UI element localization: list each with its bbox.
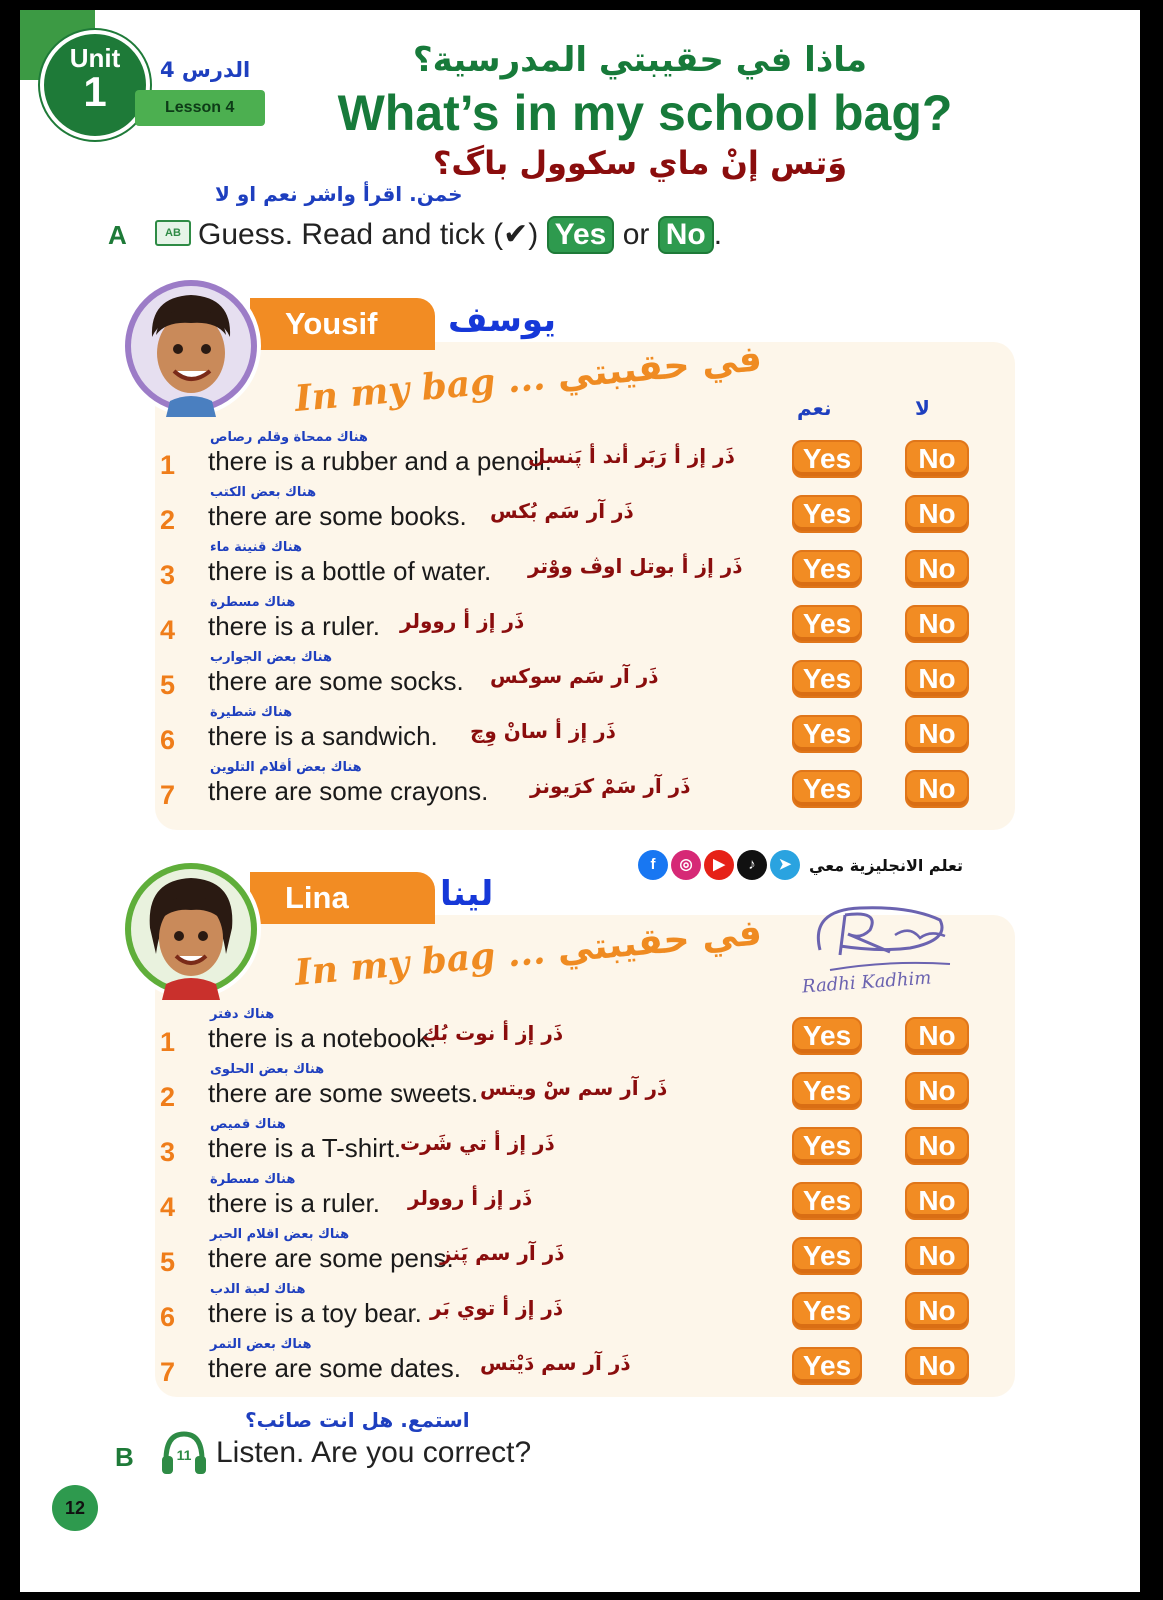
no-button[interactable]: No (905, 1237, 969, 1275)
item-number: 3 (160, 560, 176, 590)
item-pronunciation: ذَر آر سَم سوكس (490, 664, 659, 688)
telegram-icon[interactable]: ➤ (770, 850, 800, 880)
item-pronunciation: ذَر إز أ سانْ وِچ (470, 719, 616, 743)
unit-number: 1 (83, 68, 107, 115)
unit-label: Unit (69, 43, 121, 73)
list-item (160, 1172, 990, 1227)
social-links (638, 850, 963, 880)
item-sentence: there are some sweets. (208, 1078, 479, 1108)
item-sentence: there are some books. (208, 501, 467, 531)
item-sentence: there is a ruler. (208, 611, 380, 641)
item-number: 7 (160, 780, 176, 810)
item-number: 4 (160, 615, 176, 645)
item-sentence: there are some crayons. (208, 776, 489, 806)
list-item (160, 705, 990, 760)
item-sentence: there are some dates. (208, 1353, 461, 1383)
no-button[interactable]: No (905, 715, 969, 753)
item-sentence: there is a T-shirt. (208, 1133, 402, 1163)
item-meaning-ar: هناك بعض الحلوى (210, 1062, 325, 1077)
list-item (160, 1007, 990, 1062)
or-word: or (622, 218, 650, 251)
item-number: 1 (160, 1027, 176, 1057)
list-item (160, 1337, 990, 1392)
yes-button[interactable]: Yes (792, 1237, 862, 1275)
page-title-ar: ماذا في حقيبتي المدرسية؟ (412, 40, 868, 80)
item-pronunciation: ذَر إز أ تي شَرت (400, 1131, 555, 1155)
bag-heading-ar: في حقيبتي (555, 912, 764, 971)
list-item (160, 485, 990, 540)
tiktok-icon[interactable]: ♪ (737, 850, 767, 880)
item-number: 1 (160, 450, 176, 480)
item-pronunciation: ذَر إز أ روولر (408, 1186, 533, 1210)
yousif-name-ar: يوسف (448, 300, 557, 340)
item-meaning-ar: هناك مسطرة (210, 595, 296, 610)
list-item (160, 650, 990, 705)
item-pronunciation: ذَر إز أ توي بَر (430, 1296, 564, 1320)
no-button[interactable]: No (905, 550, 969, 588)
unit-badge (40, 30, 150, 140)
workbook-page (20, 10, 1140, 1592)
list-item (160, 1227, 990, 1282)
item-meaning-ar: هناك بعض اقلام الحبر (210, 1227, 350, 1242)
facebook-icon[interactable]: f (638, 850, 668, 880)
lesson-label: Lesson 4 (135, 90, 265, 126)
item-meaning-ar: هناك قنينة ماء (210, 540, 303, 555)
yes-button[interactable]: Yes (792, 770, 862, 808)
item-pronunciation: ذَر إز أ نوت بُك (422, 1021, 564, 1045)
item-meaning-ar: هناك ممحاة وقلم رصاص (210, 430, 368, 445)
lina-name-tab: Lina (250, 872, 435, 924)
item-sentence: there is a ruler. (208, 1188, 380, 1218)
item-meaning-ar: هناك دفتر (210, 1007, 275, 1022)
social-caption: تعلم الانجليزية معي (809, 855, 964, 875)
section-b-instruction-ar: استمع. هل انت صائب؟ (245, 1408, 470, 1432)
item-meaning-ar: هناك شطيرة (210, 705, 293, 720)
item-pronunciation: ذَر آر سم پَنز (440, 1241, 565, 1265)
item-meaning-ar: هناك بعض التمر (210, 1337, 312, 1352)
no-button[interactable]: No (905, 1347, 969, 1385)
item-meaning-ar: هناك مسطرة (210, 1172, 296, 1187)
yes-button[interactable]: Yes (792, 550, 862, 588)
yes-button[interactable]: Yes (792, 495, 862, 533)
item-pronunciation: ذَر آر سَمْ كرَيونز (530, 774, 691, 798)
instruction-text: Guess. Read and tick (✔) (198, 218, 539, 251)
yes-button[interactable]: Yes (792, 440, 862, 478)
bag-heading-en: In my bag ... (293, 356, 547, 420)
yousif-avatar (120, 275, 262, 417)
item-sentence: there is a sandwich. (208, 721, 438, 751)
list-item (160, 1117, 990, 1172)
list-item (160, 540, 990, 595)
yes-button[interactable]: Yes (792, 1017, 862, 1055)
item-sentence: there is a toy bear. (208, 1298, 422, 1328)
item-number: 5 (160, 1247, 176, 1277)
no-button[interactable]: No (905, 605, 969, 643)
no-button[interactable]: No (905, 770, 969, 808)
list-item (160, 760, 990, 815)
no-button[interactable]: No (905, 1292, 969, 1330)
yes-column-label-ar: نعم (797, 396, 832, 420)
item-pronunciation: ذَر آر سم دَيْتس (480, 1351, 631, 1375)
section-b-instruction: Listen. Are you correct? (216, 1436, 532, 1469)
item-sentence: there is a bottle of water. (208, 556, 492, 586)
page-number: 12 (52, 1485, 98, 1531)
item-meaning-ar: هناك بعض الكتب (210, 485, 317, 500)
no-button[interactable]: No (905, 1182, 969, 1220)
youtube-icon[interactable]: ▶ (704, 850, 734, 880)
no-button[interactable]: No (905, 1017, 969, 1055)
yes-button[interactable]: Yes (792, 1127, 862, 1165)
yes-button[interactable]: Yes (792, 1292, 862, 1330)
yes-button[interactable]: Yes (792, 1182, 862, 1220)
section-a-letter: A (108, 220, 127, 250)
item-sentence: there are some pens. (208, 1243, 454, 1273)
item-meaning-ar: هناك لعبة الدب (210, 1282, 306, 1297)
item-number: 5 (160, 670, 176, 700)
section-b-letter: B (115, 1442, 134, 1472)
item-number: 2 (160, 1082, 176, 1112)
period: . (713, 218, 723, 251)
item-meaning-ar: هناك بعض الجوارب (210, 650, 332, 665)
item-number: 2 (160, 505, 176, 535)
no-button[interactable]: No (905, 495, 969, 533)
no-button[interactable]: No (905, 1072, 969, 1110)
item-pronunciation: ذَر إز أ روولر (400, 609, 525, 633)
item-meaning-ar: هناك قميص (210, 1117, 286, 1132)
no-column-label-ar: لا (915, 396, 930, 420)
yes-button[interactable]: Yes (792, 1347, 862, 1385)
item-pronunciation: ذَر آر سم سْ ويتس (480, 1076, 668, 1100)
no-button[interactable]: No (905, 660, 969, 698)
item-sentence: there is a notebook. (208, 1023, 437, 1053)
item-pronunciation: ذَر إز أ رَبَر أند أ پَنسل (528, 444, 735, 468)
bag-heading-ar: في حقيبتي (555, 338, 764, 397)
track-number: 11 (176, 1447, 192, 1463)
headphones-icon[interactable] (160, 1430, 208, 1476)
list-item (160, 595, 990, 650)
section-a-instruction-ar: خمن. اقرأ واشر نعم او لا (215, 182, 463, 206)
item-sentence: there is a rubber and a pencil. (208, 446, 552, 476)
yes-button[interactable]: Yes (792, 605, 862, 643)
no-button[interactable]: No (905, 1127, 969, 1165)
yes-pill: Yes (547, 216, 615, 254)
no-pill: No (658, 216, 714, 254)
item-number: 4 (160, 1192, 176, 1222)
yes-button[interactable]: Yes (792, 715, 862, 753)
list-item (160, 1282, 990, 1337)
lina-avatar (120, 858, 262, 1000)
page-title-pronunciation: وَتس إنْ ماي سكوول باگ؟ (432, 144, 848, 182)
item-number: 7 (160, 1357, 176, 1387)
lesson-label-ar: الدرس 4 (160, 58, 251, 82)
bag-heading-en: In my bag ... (293, 930, 547, 994)
item-pronunciation: ذَر إز أ بوتل اوڤ ووْتر (528, 554, 743, 578)
item-sentence: there are some socks. (208, 666, 464, 696)
item-number: 6 (160, 1302, 176, 1332)
item-number: 3 (160, 1137, 176, 1167)
list-item (160, 1062, 990, 1117)
read-book-icon: AB (155, 220, 191, 246)
yousif-name-tab: Yousif (250, 298, 435, 350)
lina-name-ar: لينا (440, 874, 494, 914)
item-meaning-ar: هناك بعض أقلام التلوين (210, 760, 362, 775)
item-number: 6 (160, 725, 176, 755)
signature-name: Radhi Kadhim (801, 967, 932, 998)
page-title: What’s in my school bag? (337, 85, 953, 141)
item-pronunciation: ذَر آر سَم بُكس (490, 499, 634, 523)
list-item (160, 430, 990, 485)
section-a-instruction (198, 216, 722, 254)
yes-button[interactable]: Yes (792, 660, 862, 698)
instagram-icon[interactable]: ◎ (671, 850, 701, 880)
yes-button[interactable]: Yes (792, 1072, 862, 1110)
no-button[interactable]: No (905, 440, 969, 478)
